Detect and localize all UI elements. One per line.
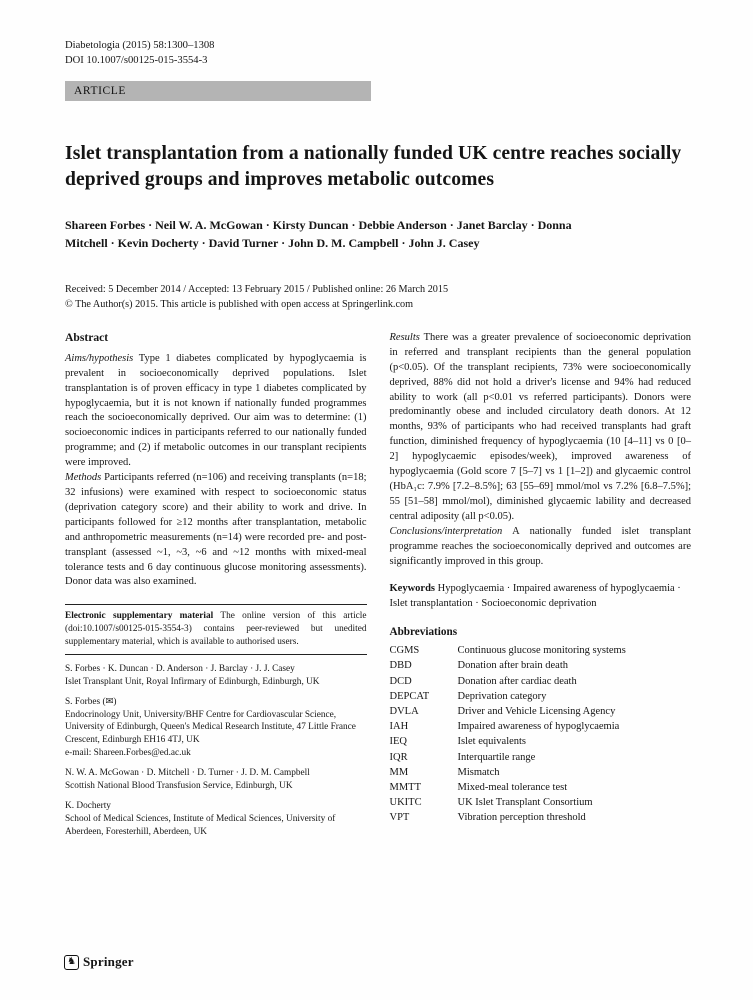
affiliation-names: N. W. A. McGowan · D. Mitchell · D. Turner · J. D. M. Campbell	[65, 768, 310, 779]
abbreviation-row	[390, 719, 692, 734]
esm-label: Electronic supplementary material	[65, 611, 214, 622]
esm-text: The online version of this article (doi:10.1007/s00125-015-3554-3) contains peer-reviewed but unedited supplementary material, which is available to authorised users.	[65, 611, 367, 647]
abbreviation-row	[390, 780, 692, 795]
abstract-results-label: Results	[389, 331, 420, 343]
journal-reference: Diabetologia (2015) 58:1300–1308	[65, 40, 215, 51]
affiliation-names: S. Forbes · K. Duncan · D. Anderson · J. Barclay · J. J. Casey	[65, 664, 295, 675]
copyright-line: © The Author(s) 2015. This article is published with open access at Springerlink.com	[65, 298, 414, 310]
affiliation-address: Scottish National Blood Transfusion Service, Edinburgh, UK	[65, 780, 293, 791]
keywords-label: Keywords	[389, 583, 435, 595]
abbreviation-definition: Islet equivalents	[457, 736, 527, 748]
springer-knight-icon: ♞	[64, 955, 79, 970]
received-line: Received: 5 December 2014 / Accepted: 13 February 2015 / Published online: 26 March 2015	[65, 283, 449, 295]
abbreviation-term: IEQ	[389, 736, 407, 748]
affiliation-address: Endocrinology Unit, University/BHF Centre for Cardiovascular Science, University of Edinburgh, Queen's Medical Research Institute, 47 Little France Crescent, Edinburgh EH16 4TJ, UK	[65, 709, 356, 746]
dates-block	[65, 282, 691, 312]
left-column	[65, 331, 367, 838]
paper-title: Islet transplantation from a nationally funded UK centre reaches socially deprived groups and improves metabolic outcomes	[65, 143, 682, 190]
abbreviation-term: MM	[389, 766, 409, 778]
abbreviation-row	[390, 658, 692, 673]
abbreviation-term: DEPCAT	[389, 690, 430, 702]
publisher-name: Springer	[83, 954, 134, 969]
abbreviation-definition: Continuous glucose monitoring systems	[457, 645, 626, 657]
abbreviation-term: IQR	[389, 751, 408, 763]
abstract-aims-label: Aims/hypothesis	[65, 352, 134, 364]
abbreviation-row	[390, 643, 692, 658]
esm-note	[65, 610, 367, 648]
abbreviation-definition: Vibration perception threshold	[457, 812, 586, 824]
affiliation-names: S. Forbes (✉)	[65, 697, 117, 708]
abstract-methods-label: Methods	[65, 472, 102, 484]
article-type-banner: ARTICLE	[65, 81, 371, 101]
abbreviations-heading: Abbreviations	[389, 626, 458, 639]
abbreviation-definition: Impaired awareness of hypoglycaemia	[457, 721, 620, 733]
abbreviation-term: DBD	[389, 660, 412, 672]
abbreviation-definition: Donation after cardiac death	[457, 675, 577, 687]
springer-logo	[64, 954, 134, 970]
abstract-results-text: There was a greater prevalence of socioeconomic deprivation in referred and transplant recipients than the general population (p<0.05). Of the transplant recipients, 73% were socioeconomically deprived, 88% did not hold a driver's license and 94% had reduced ability to work (all p<0.01 vs referred participants). Donors were predominantly obese and included circulatory death donors. At 12 months, 93% of participants who had received transplants had graft function, diminished frequency of hypoglycaemia (10 [4–11] vs 0 [0–2] hypoglycaemic episodes/week), improved awareness of hypoglycaemia (Gold score 7 [5–7] vs 1 [1–2]) and glycaemic control (HbA₁c: 7.9% [7.2–8.5%]; 63 [55–69] mmol/mol vs 7.2% [6.8–7.5%]; 55 [51–58] mmol/mol), diminished glycaemic lability and decreased central adiposity (all p<0.05).	[389, 331, 692, 522]
footnote-divider-bottom	[65, 654, 367, 655]
abstract-heading: Abstract	[65, 330, 109, 344]
affiliation-block-2	[65, 696, 367, 759]
abstract-aims	[65, 352, 367, 471]
abbreviation-term: IAH	[389, 721, 409, 733]
affiliation-address: School of Medical Sciences, Institute of Medical Sciences, University of Aberdeen, Foresterhill, Aberdeen, UK	[65, 814, 336, 837]
abbreviation-definition: Interquartile range	[457, 751, 536, 763]
abbreviation-definition: Donation after brain death	[457, 660, 568, 672]
doi-line: DOI 10.1007/s00125-015-3554-3	[65, 55, 208, 66]
affiliation-block-4	[65, 800, 367, 838]
abbreviation-definition: Mixed-meal tolerance test	[457, 781, 568, 793]
abbreviation-definition: Deprivation category	[457, 690, 547, 702]
abstract-conclusions-label: Conclusions/interpretation	[389, 525, 503, 537]
abbreviation-row	[390, 734, 692, 749]
abbreviation-row	[390, 765, 692, 780]
affiliation-names: K. Docherty	[65, 801, 111, 812]
authors-line: Shareen Forbes · Neil W. A. McGowan · Kirsty Duncan · Debbie Anderson · Janet Barclay · Donna Mitchell · Kevin Docherty · David Turner · John D. M. Campbell · John J. Casey	[65, 217, 572, 251]
affiliation-address: Islet Transplant Unit, Royal Infirmary of Edinburgh, Edinburgh, UK	[65, 676, 320, 687]
abstract-results	[390, 331, 692, 525]
abbreviations-block	[390, 625, 692, 825]
abbreviation-row	[390, 750, 692, 765]
keywords-block	[390, 582, 692, 612]
footnote-divider-top	[65, 604, 367, 605]
two-column-body	[65, 331, 691, 838]
abbreviation-term: UKITC	[389, 797, 422, 809]
abstract-methods	[65, 471, 367, 590]
abbreviation-definition: Driver and Vehicle Licensing Agency	[457, 705, 616, 717]
abbreviation-row	[390, 704, 692, 719]
abbreviation-row	[390, 689, 692, 704]
abbreviation-term: VPT	[389, 812, 410, 824]
abbreviation-definition: UK Islet Transplant Consortium	[457, 797, 593, 809]
abbreviation-row	[390, 795, 692, 810]
abstract-conclusions	[390, 525, 692, 570]
affiliation-email[interactable]: e-mail: Shareen.Forbes@ed.ac.uk	[65, 747, 191, 758]
abbreviation-term: MMTT	[389, 781, 421, 793]
abbreviation-definition: Mismatch	[457, 766, 500, 778]
abbreviation-term: DVLA	[389, 705, 419, 717]
right-column	[390, 331, 692, 826]
affiliation-block-3	[65, 767, 367, 792]
abstract-conclusions-text: A nationally funded islet transplant programme reaches the socioeconomically deprived and outcomes are significantly improved in this group.	[389, 525, 691, 567]
abbreviation-row	[390, 810, 692, 825]
abbreviation-term: DCD	[389, 675, 412, 687]
abbreviation-term: CGMS	[389, 645, 420, 657]
abstract-methods-text: Participants referred (n=106) and receiving transplants (n=18; 32 infusions) were examined with respect to socioeconomic status (deprivation category score) and their ability to work and drive. In participants followed for ≥12 months after transplantation, metabolic and anthropometric measurements (n=14) were recorded pre- and post-transplant (assessed ~1, ~3, ~6 and ~12 months with mixed-meal tolerance tests and 6 day continuous glucose monitoring assessments). Donor data was also examined.	[65, 472, 367, 588]
abbreviation-row	[390, 674, 692, 689]
keywords-text: Hypoglycaemia · Impaired awareness of hypoglycaemia · Islet transplantation · Socioeconomic deprivation	[389, 583, 681, 610]
abstract-aims-text: Type 1 diabetes complicated by hypoglycaemia is prevalent in socioeconomically deprived populations. Islet transplantation is of proven efficacy in type 1 diabetes complicated by hypoglycaemia, but it is not known if nationally funded programmes reach the socioeconomically deprived. Our aim was to determine: (1) socioeconomic indices in participants referred to our nationally funded programme; and (2) if metabolic outcomes in our transplant recipients were improved.	[65, 352, 367, 469]
affiliation-block-1	[65, 663, 367, 688]
